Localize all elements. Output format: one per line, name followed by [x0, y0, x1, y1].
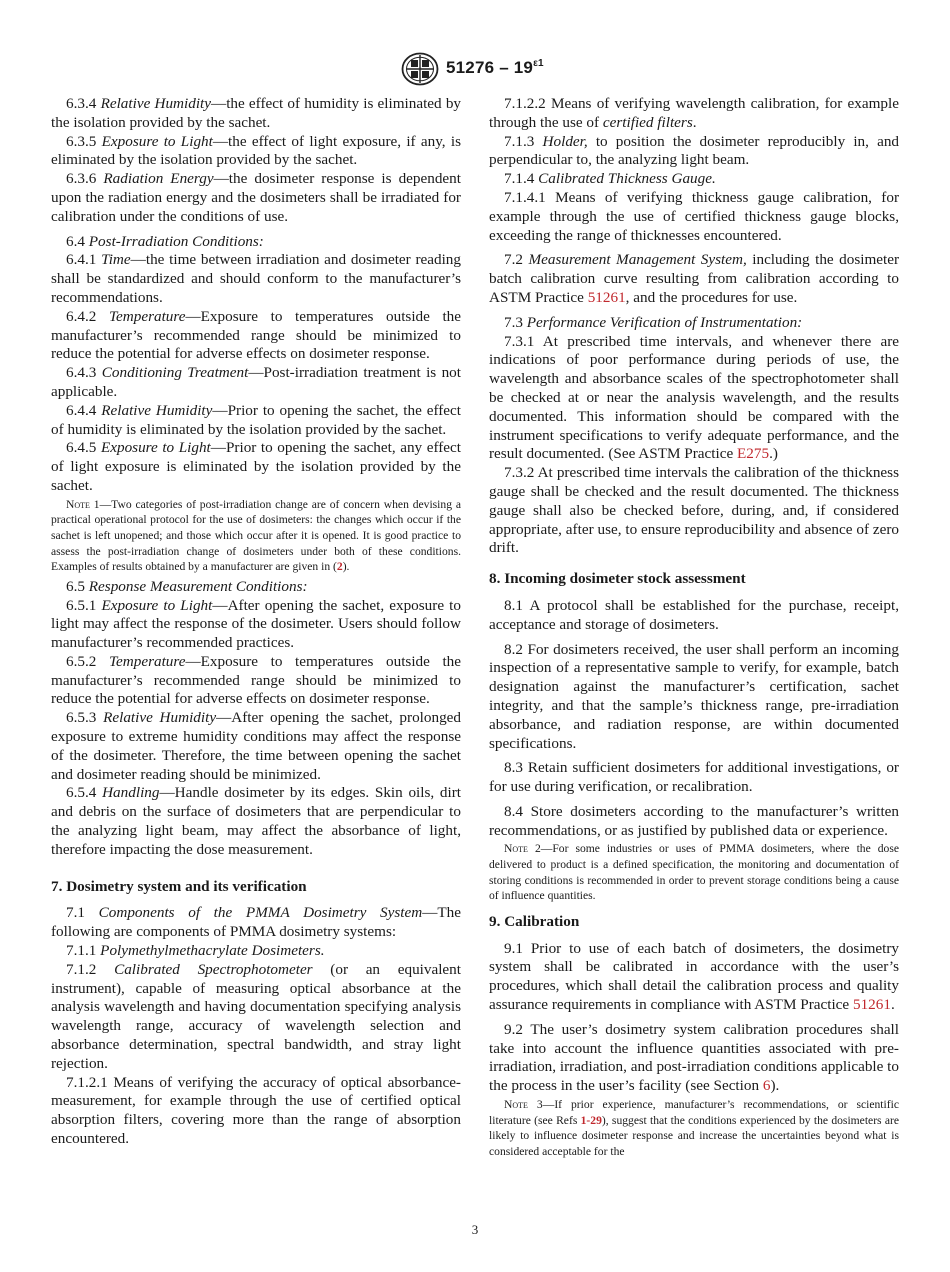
document-designation: $51276 - 19^{\varepsilon 1}$: [446, 58, 544, 77]
para-9-2: 9.2 The user’s dosimetry system calibration procedures shall take into account the influence quantities associated with pre-irradiation, irradiation, and post-irradiation conditions applicable to the process in the user’s facility (see Section 6).: [489, 1020, 899, 1095]
para-6-4-2: 6.4.2 Temperature—Exposure to temperatures outside the manufacturer’s recommended range should be minimized to reduce the potential for adverse effects on dosimeter response.: [51, 307, 462, 363]
para-8-4: 8.4 Store dosimeters according to the manufacturer’s written recommendations, or as justified by published data or experience.: [489, 802, 899, 839]
para-6-5-2: 6.5.2 Temperature—Exposure to temperatures outside the manufacturer’s recommended range should be minimized to reduce the potential for adverse effects on dosimeter response.: [51, 652, 462, 708]
section-heading-7: 7. Dosimetry system and its verification: [51, 877, 307, 895]
para-7-1-4-1: 7.1.4.1 Means of verifying thickness gauge calibration, for example through the use of certified thickness gauge blocks, exceeding the range of thicknesses encountered.: [489, 188, 899, 244]
note-2: Note 2—For some industries or uses of PMMA dosimeters, where the dose delivered to product is a defined specification, the monitoring and documentation of storing conditions is recommended in order to prevent storage conditions being a cause of influence quantities.: [489, 842, 900, 903]
para-7-1-2-2: 7.1.2.2 Means of verifying wavelength calibration, for example through the use of certified filters.: [489, 95, 899, 131]
page-number: 3: [471, 1222, 479, 1237]
para-6-4-4: 6.4.4 Relative Humidity—Prior to opening the sachet, the effect of humidity is eliminated by the isolation provided by the sachet.: [51, 401, 461, 438]
para-6-5-3: 6.5.3 Relative Humidity—After opening the sachet, prolonged exposure to extreme humidity conditions may affect the response of the dosimeter. Therefore, the time between opening the sachet and dosimeter reading should be minimized.: [51, 709, 461, 783]
ref-link-1-29[interactable]: 1-29: [580, 1113, 602, 1127]
section-heading-9: 9. Calibration: [489, 912, 580, 930]
section-heading-8: 8. Incoming dosimeter stock assessment: [489, 570, 746, 588]
para-7-1: 7.1 Components of the PMMA Dosimetry System—The following are components of PMMA dosimetry systems:: [51, 904, 462, 941]
para-7-2: 7.2 Measurement Management System, including the dosimeter batch calibration curve resulting from calibration according to ASTM Practice 51261, and the procedures for use.: [489, 251, 900, 306]
para-6-3-6: 6.3.6 Radiation Energy—the dosimeter response is dependent upon the radiation energy and the dosimeters shall be irradiated for calibration under the conditions of use.: [51, 170, 461, 225]
para-6-5-1: 6.5.1 Exposure to Light—After opening the sachet, exposure to light may affect the response of the dosimeter. Users should follow manufacturer’s recommended practices.: [51, 596, 461, 652]
para-6-4-1: 6.4.1 Time—the time between irradiation and dosimeter reading shall be standardized and should conform to the manufacturer’s recommendations.: [51, 251, 461, 306]
ref-link-51261-b[interactable]: 51261: [852, 996, 891, 1014]
right-column: [489, 95, 899, 1162]
para-7-1-1: 7.1.1 Polymethylmethacrylate Dosimeters.: [66, 942, 325, 960]
para-7-1-2-1: 7.1.2.1 Means of verifying the accuracy of optical absorbance-measurement, for example through the use of certified optical absorption filters, covering more than the range of absorption encountered.: [51, 1073, 461, 1148]
ref-link-51261[interactable]: 51261: [587, 288, 626, 306]
ref-link-e275[interactable]: E275: [737, 445, 770, 463]
para-7-3-2: 7.3.2 At prescribed time intervals the calibration of the thickness gauge shall be checked and the result documented. The thickness gauge shall also be checked before, during, and, if considered appropriate, after use, to ensure reproducibility and absence of zero drift.: [489, 464, 899, 557]
para-7-3-1: 7.3.1 At prescribed time intervals, and whenever there are indications of poor performance during periods of use, the wavelength and absorbance scales of the spectrophotometer shall be checked at or near the analysis wavelength, and the results documented. This information should be compared with the instrument specifications to verify adequate performance, and the result documented. (See ASTM Practice E275.): [489, 332, 899, 463]
astm-logo: [401, 52, 439, 86]
para-6-4: 6.4 Post-Irradiation Conditions:: [66, 232, 264, 250]
note-1: Note 1—Two categories of post-irradiation change are of concern when devising a practical operational protocol for the use of dosimeters: the changes which occur if the sachet is left unopened; and those which occur after it is opened. It is good practice to assess the post-irradiation change of dosimeters under both of these conditions. Examples of results obtained by a manufacturer are given in (2).: [51, 497, 461, 574]
para-7-3: 7.3 Performance Verification of Instrumentation:: [504, 313, 803, 331]
para-8-1: 8.1 A protocol shall be established for the purchase, receipt, acceptance and storage of dosimeters.: [489, 596, 899, 633]
para-8-2: 8.2 For dosimeters received, the user shall perform an incoming inspection of a representative sample to verify, for example, batch designation against the manufacturer’s certification, sachet integrity, and that the sample’s thickness range, pre-irradiation absorbance, and radiation response, are within documented specifications.: [489, 640, 899, 752]
ref-link-2[interactable]: 2: [336, 560, 343, 574]
para-7-1-4: 7.1.4 Calibrated Thickness Gauge.: [504, 170, 716, 188]
para-7-1-2: 7.1.2 Calibrated Spectrophotometer (or an equivalent instrument), capable of measuring optical absorbance at the analysis wavelength and having documentation specifying analysis wavelength range, accuracy of wavelength selection and absorbance determination, spectral bandwidth, and stray light rejection.: [51, 960, 461, 1072]
para-9-1: 9.1 Prior to use of each batch of dosimeters, the dosimetry system shall be calibrated in accordance with the user’s procedures, which shall detail the calibration process and quality assurance requirements in compliance with ASTM Practice 51261.: [489, 939, 899, 1014]
para-6-4-5: 6.4.5 Exposure to Light—Prior to opening the sachet, any effect of light exposure is eliminated by the isolation provided by the sachet.: [51, 439, 462, 494]
para-6-5: 6.5 Response Measurement Conditions:: [66, 577, 308, 595]
para-6-4-3: 6.4.3 Conditioning Treatment—Post-irradiation treatment is not applicable.: [51, 364, 461, 400]
para-7-1-3: 7.1.3 Holder, to position the dosimeter reproducibly in, and perpendicular to, the analyzing light beam.: [489, 132, 900, 169]
left-column: [51, 95, 461, 1149]
para-8-3: 8.3 Retain sufficient dosimeters for additional investigations, or for use during verification, or recalibration.: [489, 759, 899, 796]
para-6-3-5: 6.3.5 Exposure to Light—the effect of light exposure, if any, is eliminated by the isolation provided by the sachet.: [51, 132, 461, 169]
note-3: Note 3—If prior experience, manufacturer’s recommendations, or scientific literature (see Refs 1-29), suggest that the conditions experienced by the dosimeters are likely to influence dosimeter response and increase the uncertainties beyond what is considered acceptable for the: [489, 1098, 900, 1158]
ref-link-section-6[interactable]: 6: [762, 1077, 771, 1095]
para-6-5-4: 6.5.4 Handling—Handle dosimeter by its edges. Skin oils, dirt and debris on the surface of dosimeters that are perpendicular to the analyzing light beam, may affect the absorbance of light, therefore impacting the dose measurement.: [51, 784, 461, 858]
page-header: [0, 52, 950, 88]
para-6-3-4: 6.3.4 Relative Humidity—the effect of humidity is eliminated by the isolation provided by the sachet.: [51, 95, 462, 131]
